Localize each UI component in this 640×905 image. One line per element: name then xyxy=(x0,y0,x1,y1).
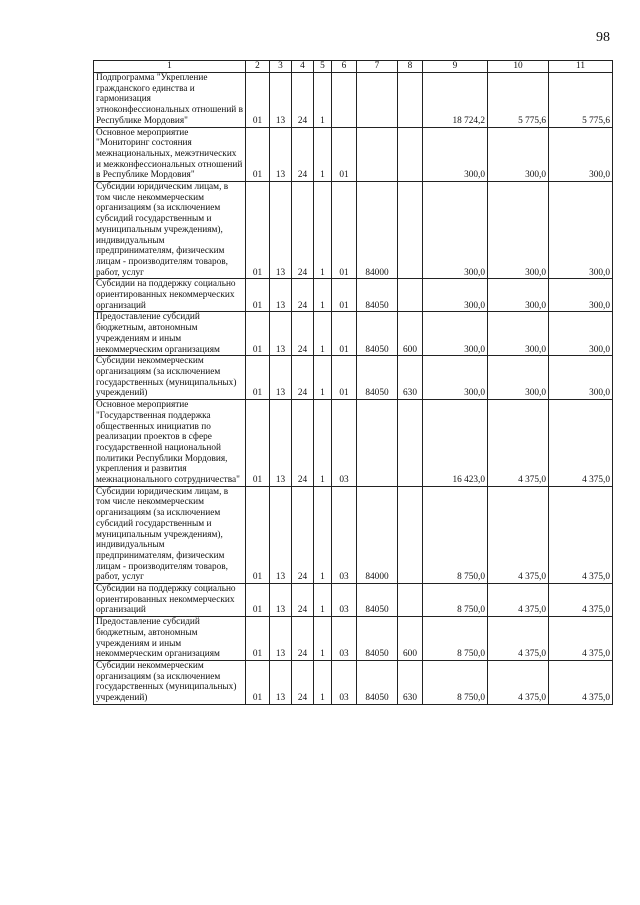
expense-type-cell xyxy=(398,127,423,182)
budget-table xyxy=(93,60,613,705)
direction-code-cell xyxy=(357,73,398,128)
amount-cell: 300,0 xyxy=(423,182,488,279)
ministry-code-cell: 01 xyxy=(246,584,270,617)
direction-code-cell xyxy=(357,400,398,487)
amount-cell: 16 423,0 xyxy=(423,400,488,487)
subprogram-code-cell: 1 xyxy=(314,182,332,279)
amount-cell: 8 750,0 xyxy=(423,584,488,617)
row-name-cell: Субсидии на поддержку социально ориентированных некоммерческих организаций xyxy=(94,279,246,312)
table-row xyxy=(94,660,613,704)
program-code-cell: 24 xyxy=(292,400,314,487)
expense-type-cell: 600 xyxy=(398,312,423,356)
row-name-cell: Предоставление субсидий бюджетным, автономным учреждениям и иным некоммерческим организациям xyxy=(94,617,246,661)
amount-cell: 4 375,0 xyxy=(549,660,613,704)
column-header: 1 xyxy=(94,61,246,73)
section-code-cell: 13 xyxy=(270,486,292,583)
subprogram-code-cell: 1 xyxy=(314,279,332,312)
subprogram-code-cell: 1 xyxy=(314,73,332,128)
activity-code-cell xyxy=(332,73,357,128)
amount-cell: 8 750,0 xyxy=(423,617,488,661)
amount-cell: 300,0 xyxy=(488,312,549,356)
activity-code-cell: 03 xyxy=(332,617,357,661)
row-name-cell: Субсидии некоммерческим организациям (за исключением государственных (муниципальных) учреждений) xyxy=(94,660,246,704)
column-header: 2 xyxy=(246,61,270,73)
section-code-cell: 13 xyxy=(270,312,292,356)
amount-cell: 4 375,0 xyxy=(488,486,549,583)
amount-cell: 4 375,0 xyxy=(549,486,613,583)
section-code-cell: 13 xyxy=(270,617,292,661)
amount-cell: 300,0 xyxy=(423,312,488,356)
amount-cell: 4 375,0 xyxy=(549,617,613,661)
row-name-cell: Субсидии юридическим лицам, в том числе некоммерческим организациям (за исключением субсидий государственным и муниципальным учреждениям), индивидуальным предпринимателям, физическим лицам - производителям товаров, работ, услуг xyxy=(94,182,246,279)
row-name-cell: Основное мероприятие "Государственная поддержка общественных инициатив по реализации проектов в сфере государственной национальной политики Республики Мордовия, укрепления и развития межнационального сотрудничества" xyxy=(94,400,246,487)
page-number: 98 xyxy=(596,30,610,45)
amount-cell: 300,0 xyxy=(423,279,488,312)
program-code-cell: 24 xyxy=(292,127,314,182)
expense-type-cell: 630 xyxy=(398,356,423,400)
table-row xyxy=(94,73,613,128)
subprogram-code-cell: 1 xyxy=(314,617,332,661)
column-header: 11 xyxy=(549,61,613,73)
section-code-cell: 13 xyxy=(270,400,292,487)
activity-code-cell: 03 xyxy=(332,400,357,487)
column-header: 4 xyxy=(292,61,314,73)
program-code-cell: 24 xyxy=(292,617,314,661)
direction-code-cell: 84050 xyxy=(357,660,398,704)
ministry-code-cell: 01 xyxy=(246,73,270,128)
table-row xyxy=(94,617,613,661)
row-name-cell: Предоставление субсидий бюджетным, автономным учреждениям и иным некоммерческим организациям xyxy=(94,312,246,356)
expense-type-cell: 630 xyxy=(398,660,423,704)
amount-cell: 5 775,6 xyxy=(549,73,613,128)
amount-cell: 300,0 xyxy=(488,279,549,312)
subprogram-code-cell: 1 xyxy=(314,127,332,182)
section-code-cell: 13 xyxy=(270,584,292,617)
column-header: 7 xyxy=(357,61,398,73)
table-row xyxy=(94,312,613,356)
row-name-cell: Субсидии некоммерческим организациям (за исключением государственных (муниципальных) учреждений) xyxy=(94,356,246,400)
program-code-cell: 24 xyxy=(292,312,314,356)
direction-code-cell: 84050 xyxy=(357,356,398,400)
amount-cell: 4 375,0 xyxy=(549,584,613,617)
section-code-cell: 13 xyxy=(270,356,292,400)
amount-cell: 300,0 xyxy=(549,312,613,356)
direction-code-cell: 84050 xyxy=(357,617,398,661)
program-code-cell: 24 xyxy=(292,584,314,617)
section-code-cell: 13 xyxy=(270,182,292,279)
subprogram-code-cell: 1 xyxy=(314,356,332,400)
expense-type-cell xyxy=(398,486,423,583)
amount-cell: 300,0 xyxy=(488,356,549,400)
subprogram-code-cell: 1 xyxy=(314,400,332,487)
subprogram-code-cell: 1 xyxy=(314,660,332,704)
program-code-cell: 24 xyxy=(292,660,314,704)
table-row xyxy=(94,400,613,487)
expense-type-cell xyxy=(398,182,423,279)
ministry-code-cell: 01 xyxy=(246,660,270,704)
expense-type-cell: 600 xyxy=(398,617,423,661)
column-header: 9 xyxy=(423,61,488,73)
program-code-cell: 24 xyxy=(292,73,314,128)
ministry-code-cell: 01 xyxy=(246,279,270,312)
activity-code-cell: 03 xyxy=(332,584,357,617)
program-code-cell: 24 xyxy=(292,356,314,400)
amount-cell: 4 375,0 xyxy=(488,660,549,704)
amount-cell: 5 775,6 xyxy=(488,73,549,128)
direction-code-cell: 84000 xyxy=(357,486,398,583)
direction-code-cell: 84050 xyxy=(357,312,398,356)
amount-cell: 4 375,0 xyxy=(549,400,613,487)
amount-cell: 18 724,2 xyxy=(423,73,488,128)
expense-type-cell xyxy=(398,584,423,617)
amount-cell: 300,0 xyxy=(423,127,488,182)
row-name-cell: Основное мероприятие "Мониторинг состояния межнациональных, межэтнических и межконфессиональных отношений в Республике Мордовия" xyxy=(94,127,246,182)
amount-cell: 8 750,0 xyxy=(423,486,488,583)
table-row xyxy=(94,356,613,400)
header-row xyxy=(94,61,613,73)
row-name-cell: Подпрограмма "Укрепление гражданского единства и гармонизация этноконфессиональных отношений в Республике Мордовия" xyxy=(94,73,246,128)
table-row xyxy=(94,486,613,583)
activity-code-cell: 01 xyxy=(332,279,357,312)
table-row xyxy=(94,127,613,182)
amount-cell: 4 375,0 xyxy=(488,400,549,487)
direction-code-cell: 84050 xyxy=(357,279,398,312)
amount-cell: 300,0 xyxy=(549,279,613,312)
ministry-code-cell: 01 xyxy=(246,182,270,279)
expense-type-cell xyxy=(398,400,423,487)
activity-code-cell: 01 xyxy=(332,312,357,356)
column-header: 10 xyxy=(488,61,549,73)
amount-cell: 300,0 xyxy=(488,127,549,182)
amount-cell: 300,0 xyxy=(549,356,613,400)
expense-type-cell xyxy=(398,279,423,312)
activity-code-cell: 01 xyxy=(332,127,357,182)
ministry-code-cell: 01 xyxy=(246,486,270,583)
amount-cell: 300,0 xyxy=(423,356,488,400)
expense-type-cell xyxy=(398,73,423,128)
column-header: 6 xyxy=(332,61,357,73)
subprogram-code-cell: 1 xyxy=(314,486,332,583)
amount-cell: 300,0 xyxy=(488,182,549,279)
section-code-cell: 13 xyxy=(270,660,292,704)
activity-code-cell: 03 xyxy=(332,486,357,583)
amount-cell: 8 750,0 xyxy=(423,660,488,704)
program-code-cell: 24 xyxy=(292,486,314,583)
ministry-code-cell: 01 xyxy=(246,400,270,487)
section-code-cell: 13 xyxy=(270,279,292,312)
activity-code-cell: 01 xyxy=(332,182,357,279)
section-code-cell: 13 xyxy=(270,127,292,182)
table-body xyxy=(94,73,613,705)
section-code-cell: 13 xyxy=(270,73,292,128)
program-code-cell: 24 xyxy=(292,182,314,279)
program-code-cell: 24 xyxy=(292,279,314,312)
activity-code-cell: 03 xyxy=(332,660,357,704)
row-name-cell: Субсидии юридическим лицам, в том числе некоммерческим организациям (за исключением субсидий государственным и муниципальным учреждениям), индивидуальным предпринимателям, физическим лицам - производителям товаров, работ, услуг xyxy=(94,486,246,583)
column-header: 3 xyxy=(270,61,292,73)
direction-code-cell: 84000 xyxy=(357,182,398,279)
ministry-code-cell: 01 xyxy=(246,127,270,182)
activity-code-cell: 01 xyxy=(332,356,357,400)
ministry-code-cell: 01 xyxy=(246,356,270,400)
direction-code-cell xyxy=(357,127,398,182)
ministry-code-cell: 01 xyxy=(246,617,270,661)
amount-cell: 300,0 xyxy=(549,127,613,182)
column-header: 5 xyxy=(314,61,332,73)
amount-cell: 300,0 xyxy=(549,182,613,279)
table-row xyxy=(94,279,613,312)
amount-cell: 4 375,0 xyxy=(488,584,549,617)
table-row xyxy=(94,584,613,617)
ministry-code-cell: 01 xyxy=(246,312,270,356)
table-row xyxy=(94,182,613,279)
row-name-cell: Субсидии на поддержку социально ориентированных некоммерческих организаций xyxy=(94,584,246,617)
amount-cell: 4 375,0 xyxy=(488,617,549,661)
column-header: 8 xyxy=(398,61,423,73)
subprogram-code-cell: 1 xyxy=(314,584,332,617)
subprogram-code-cell: 1 xyxy=(314,312,332,356)
direction-code-cell: 84050 xyxy=(357,584,398,617)
